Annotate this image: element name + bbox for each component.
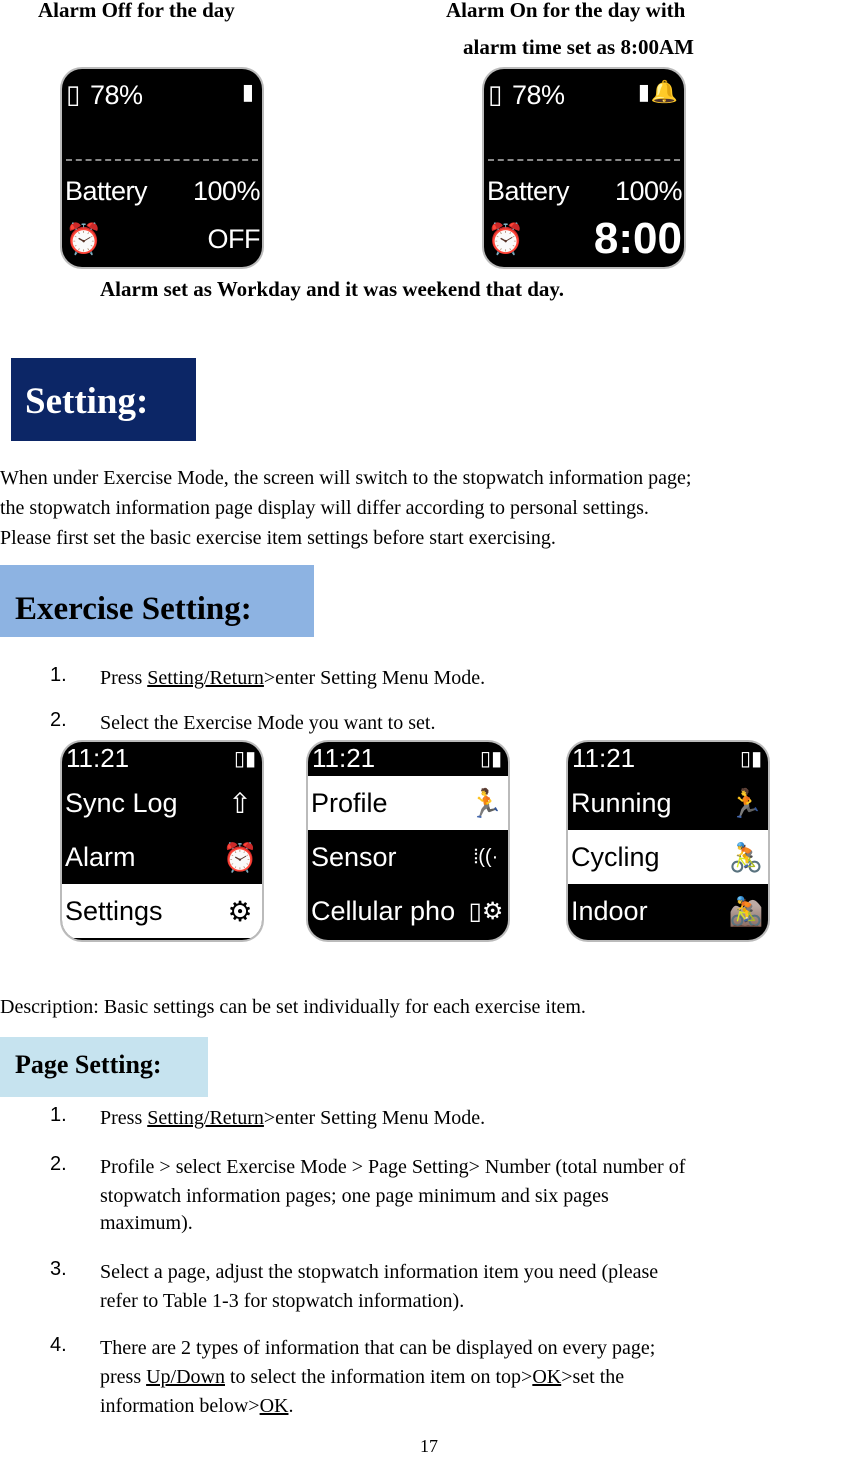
battery-value: 100%: [192, 175, 260, 206]
alarm-icon: ⏰: [222, 841, 258, 873]
menu-item-label: Cycling: [571, 841, 660, 872]
menu-item-sensor[interactable]: [308, 830, 508, 884]
battery-percent: 78%: [90, 79, 143, 110]
page-step4-line1: There are 2 types of information that can be displayed on every page;: [100, 1337, 656, 1359]
phone-icon: ▮: [637, 79, 650, 104]
runner-icon: 🏃: [728, 787, 764, 819]
setting-intro-line1: When under Exercise Mode, the screen will switch to the stopwatch information page;: [0, 467, 692, 489]
page-step1-post: >enter Setting Menu Mode.: [263, 1107, 486, 1129]
menu-item-profile[interactable]: [308, 776, 508, 830]
page-step3-line2: refer to Table 1-3 for stopwatch information).: [100, 1290, 465, 1312]
exercise-step1-pre: Press: [100, 667, 148, 689]
indoor-bike-icon: 🚵: [728, 895, 764, 927]
caption-alarm-on-line1: Alarm On for the day with: [446, 0, 686, 22]
clock-time: 11:21: [572, 742, 636, 773]
bike-icon: 🚴: [728, 841, 764, 873]
menu-item-sync-log[interactable]: [62, 776, 262, 830]
ok-link[interactable]: OK: [259, 1395, 289, 1417]
page-step1-number: 1.: [50, 1104, 67, 1126]
menu-item-label: Profile: [311, 787, 388, 818]
menu-item-settings[interactable]: [62, 884, 262, 938]
menu-item-label: Sync Log: [65, 787, 178, 818]
page-step4-text: information below>: [100, 1395, 260, 1417]
setting-intro-line3: Please first set the basic exercise item settings before start exercising.: [0, 527, 556, 549]
menu-item-indoor[interactable]: [568, 884, 768, 938]
menu-item-label: Running: [571, 787, 672, 818]
battery-icon: ▯▮: [479, 747, 502, 770]
sensor-icon: ⦙((·: [473, 845, 499, 868]
setting-intro-line2: the stopwatch information page display will differ according to personal settings.: [0, 497, 649, 519]
page-step4-text: .: [288, 1395, 294, 1417]
ok-link[interactable]: OK: [532, 1366, 562, 1388]
page-step1: [100, 1104, 485, 1133]
page-step4-line3: [100, 1392, 293, 1421]
page-setting-heading: Page Setting:: [0, 1037, 208, 1097]
battery-value: 100%: [614, 175, 682, 206]
menu-item-label: Indoor: [571, 895, 648, 926]
upload-icon: ⇧: [228, 787, 252, 819]
alarm-time: 8:00: [593, 214, 682, 263]
page-step2-line3: maximum).: [100, 1212, 193, 1234]
menu-item-cellular-phone[interactable]: [308, 884, 508, 938]
page-step3-number: 3.: [50, 1258, 67, 1280]
menu-item-label: Settings: [65, 895, 163, 926]
menu-screen-main: [62, 742, 262, 940]
page-step2-line2: stopwatch information pages; one page minimum and six pages: [100, 1185, 609, 1207]
menu-item-label: Sensor: [311, 841, 397, 872]
clock-time: 11:21: [66, 742, 130, 773]
exercise-step2-number: 2.: [50, 709, 67, 731]
watch-alarm-on: [484, 69, 684, 267]
setting-heading: Setting:: [11, 358, 196, 441]
page-number: 17: [420, 1436, 438, 1456]
menu-screen-settings: [308, 742, 508, 940]
page-step4-line2: [100, 1363, 624, 1392]
menu-screen-profile: [568, 742, 768, 940]
alarm-icon: ⏰: [65, 223, 103, 256]
runner-icon: 🏃: [468, 787, 504, 819]
page-step4-text: to select the information item on top>: [225, 1366, 533, 1388]
exercise-step1-post: >enter Setting Menu Mode.: [263, 667, 486, 689]
battery-icon: ▯▮: [233, 747, 256, 770]
page-step4-number: 4.: [50, 1334, 67, 1356]
clock-time: 11:21: [312, 742, 376, 773]
battery-label: Battery: [487, 175, 570, 206]
alarm-icon: ⏰: [487, 223, 525, 256]
battery-label: Battery: [65, 175, 148, 206]
caption-alarm-off: Alarm Off for the day: [38, 0, 235, 22]
menu-item-running[interactable]: [568, 776, 768, 830]
page-step4-text: press: [100, 1366, 147, 1388]
gear-icon: ⚙: [227, 895, 253, 927]
page-step2-number: 2.: [50, 1153, 67, 1175]
menu-item-alarm[interactable]: [62, 830, 262, 884]
exercise-step1-number: 1.: [50, 664, 67, 686]
battery-icon: ▯: [66, 79, 81, 109]
page-step2-line1: Profile > select Exercise Mode > Page Setting> Number (total number of: [100, 1156, 686, 1178]
phone-gear-icon: ▯⚙: [468, 897, 504, 925]
battery-percent: 78%: [512, 79, 565, 110]
exercise-setting-heading: Exercise Setting:: [0, 565, 314, 637]
caption-alarm-on-line2: alarm time set as 8:00AM: [463, 35, 694, 59]
page-step4-text: >set the: [561, 1366, 625, 1388]
watch-alarm-off: [62, 69, 262, 267]
page-step3-line1: Select a page, adjust the stopwatch information item you need (please: [100, 1261, 659, 1283]
battery-icon: ▯▮: [739, 747, 762, 770]
setting-return-link[interactable]: Setting/Return: [147, 667, 264, 689]
phone-icon: ▮: [241, 79, 254, 104]
caption-alarm-workday: Alarm set as Workday and it was weekend that day.: [100, 277, 564, 301]
up-down-link[interactable]: Up/Down: [146, 1366, 225, 1388]
exercise-description: Description: Basic settings can be set individually for each exercise item.: [0, 996, 586, 1018]
exercise-step1: [100, 664, 485, 693]
menu-item-label: Alarm: [65, 841, 136, 872]
menu-item-cycling[interactable]: [568, 830, 768, 884]
exercise-step2: Select the Exercise Mode you want to set.: [100, 712, 436, 734]
battery-icon: ▯: [488, 79, 503, 109]
alarm-value: OFF: [207, 223, 260, 254]
menu-item-label: Cellular pho: [311, 895, 456, 926]
setting-return-link[interactable]: Setting/Return: [147, 1107, 264, 1129]
page-step1-pre: Press: [100, 1107, 148, 1129]
bell-icon: 🔔: [650, 79, 678, 104]
